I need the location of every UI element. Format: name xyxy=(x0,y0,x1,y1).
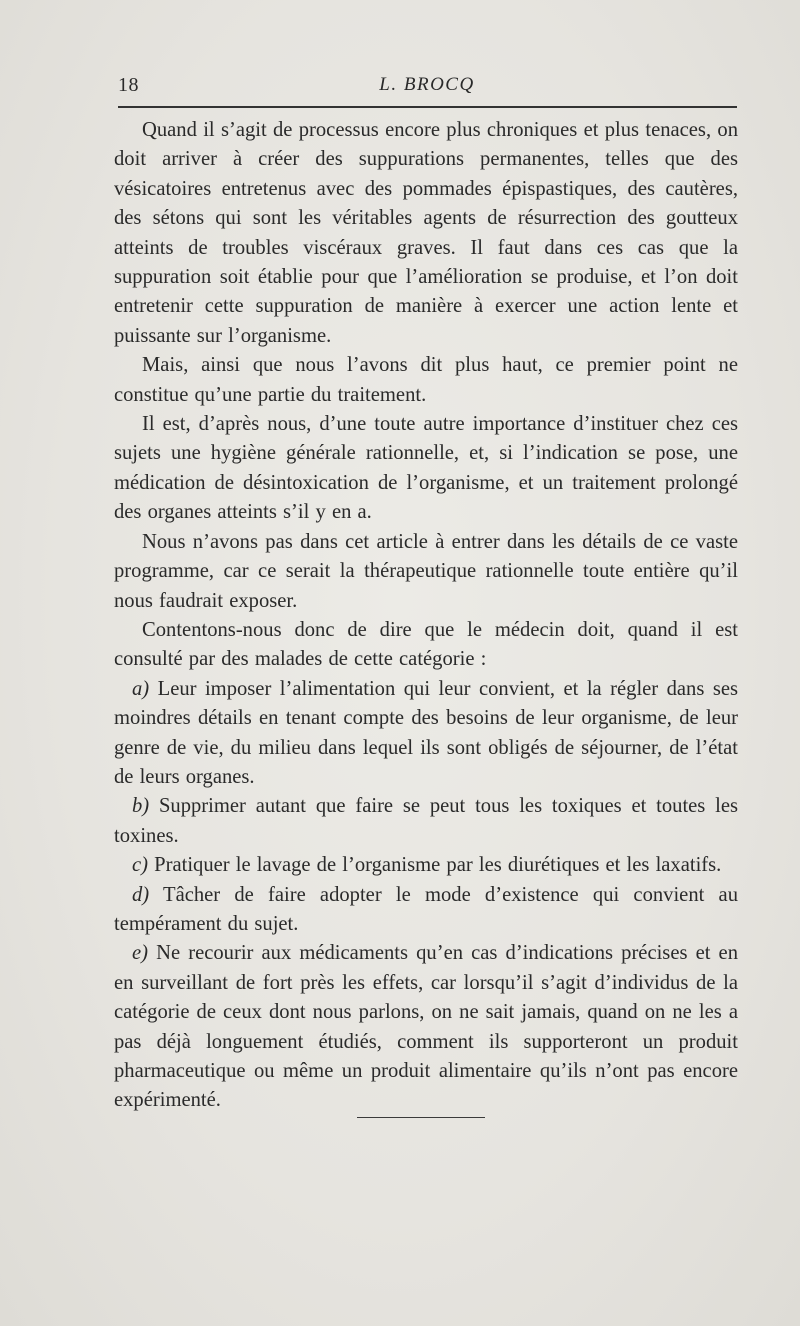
list-item-d xyxy=(114,881,738,940)
section-end-rule xyxy=(357,1117,485,1118)
list-item-b xyxy=(114,792,738,851)
list-marker: c) xyxy=(132,854,148,877)
list-item-c xyxy=(114,851,738,880)
list-item-e xyxy=(114,939,738,1115)
list-item-text: Tâcher de faire adopter le mode d’existence qui convient au tempérament du sujet. xyxy=(114,883,738,935)
list-item-text: Supprimer autant que faire se peut tous les toxiques et toutes les toxines. xyxy=(114,795,738,847)
list-marker: b) xyxy=(132,795,150,818)
paragraph: Contentons-nous donc de dire que le médecin doit, quand il est consulté par des malades de cette catégorie : xyxy=(114,618,738,671)
paragraph: Quand il s’agit de processus encore plus chroniques et plus tenaces, on doit arriver à créer des suppurations permanentes, telles que des vésicatoires entretenus avec des pommades épispastiques, des cautères, des sétons qui sont les véritables agents de résurrection des goutteux atteints de troubles viscéraux graves. Il faut dans ces cas que la suppuration soit établie pour que l’amélioration se produise, et l’on doit entretenir cette suppuration de manière à exercer une action lente et puissante sur l’organisme. xyxy=(114,119,738,347)
list-marker: a) xyxy=(132,677,150,700)
list-item-text: Ne recourir aux médicaments qu’en cas d’indications précises et en en surveillant de fort près les effets, car lorsqu’il s’agit d’individus de la catégorie de ceux dont nous parlons, on ne sait jamais, quand on ne les a pas déjà longuement étudiés, comment ils supporteront un produit pharmaceutique ou même un produit alimentaire qu’ils n’ont pas encore expérimenté. xyxy=(114,942,738,1112)
body-text xyxy=(114,116,738,1116)
header-rule xyxy=(118,106,737,108)
paragraph: Mais, ainsi que nous l’avons dit plus haut, ce premier point ne constitue qu’une partie du traitement. xyxy=(114,354,738,406)
list-marker: d) xyxy=(132,883,150,906)
page-header xyxy=(118,74,736,102)
list-item-text: Pratiquer le lavage de l’organisme par les diurétiques et les laxatifs. xyxy=(148,854,722,877)
page-number: 18 xyxy=(118,74,139,96)
list-item-a xyxy=(114,675,738,793)
running-head: L. BROCQ xyxy=(379,74,475,95)
paragraph: Il est, d’après nous, d’une toute autre importance d’instituer chez ces sujets une hygiène générale rationnelle, et, si l’indication se pose, une médication de désintoxication de l’organisme, et un traitement prolongé des organes atteints s’il y en a. xyxy=(114,413,738,524)
paragraph: Nous n’avons pas dans cet article à entrer dans les détails de ce vaste programme, car ce serait la thérapeutique rationnelle toute entière qu’il nous faudrait exposer. xyxy=(114,530,738,612)
list-marker: e) xyxy=(132,942,148,965)
list-item-text: Leur imposer l’alimentation qui leur convient, et la régler dans ses moindres détails en tenant compte des besoins de leur organisme, de leur genre de vie, du milieu dans lequel ils sont obligés de séjourner, de l’état de leurs organes. xyxy=(114,677,738,788)
